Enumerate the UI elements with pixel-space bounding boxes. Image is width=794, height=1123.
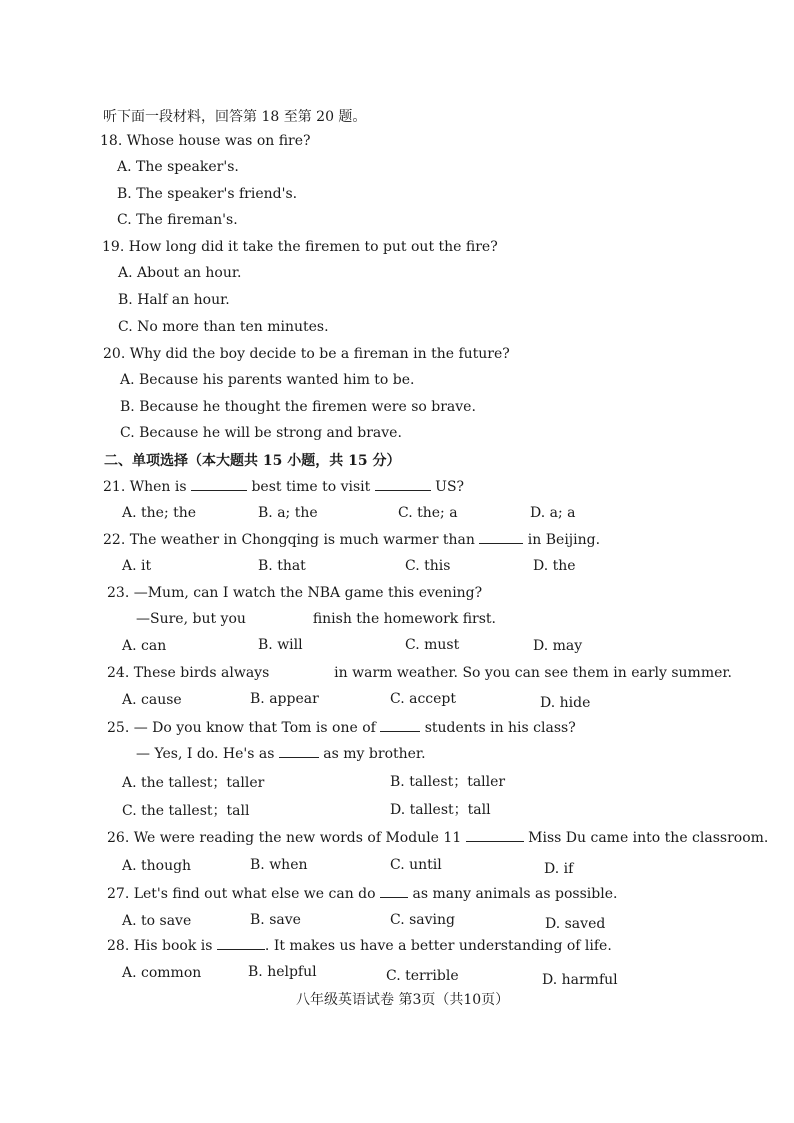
answer-blank[interactable] <box>466 829 524 842</box>
option: C. No more than ten minutes. <box>118 319 329 335</box>
answer-blank[interactable] <box>217 937 265 950</box>
stem-text: These birds always <box>133 665 270 681</box>
stem-text: as many animals as possible. <box>412 886 618 902</box>
option: B. appear <box>250 691 319 707</box>
option: D. tallest；tall <box>390 802 491 818</box>
stem-text: best time to visit <box>251 479 371 495</box>
option: A. though <box>122 858 192 874</box>
question-number: 28. <box>107 938 130 954</box>
question-number: 22. <box>103 532 126 548</box>
question-19 <box>102 238 498 256</box>
question-number: 20. <box>103 346 126 362</box>
question-number: 24. <box>107 665 130 681</box>
answer-blank[interactable] <box>375 478 431 491</box>
option: C. until <box>390 857 442 873</box>
question-number: 21. <box>103 479 126 495</box>
stem-text: We were reading the new words of Module 11 <box>133 830 462 846</box>
stem-text: in Beijing. <box>527 532 601 548</box>
stem-text: When is <box>129 479 187 495</box>
question-18 <box>100 132 311 150</box>
stem-text: —Mum, can I watch the NBA game this evening? <box>133 585 483 601</box>
question-stem: Why did the boy decide to be a fireman in the future? <box>129 346 510 362</box>
stem-text: —Sure, but you <box>136 611 246 627</box>
option: A. Because his parents wanted him to be. <box>120 372 415 388</box>
question-27 <box>107 885 617 903</box>
stem-text: students in his class? <box>424 720 576 736</box>
option: B. a; the <box>258 505 318 521</box>
option: D. a; a <box>530 505 576 521</box>
option: A. cause <box>122 692 182 708</box>
question-28 <box>107 937 612 955</box>
option: C. the tallest；tall <box>122 803 250 819</box>
question-21 <box>103 478 464 496</box>
stem-text: finish the homework first. <box>312 611 497 627</box>
stem-text: Miss Du came into the classroom. <box>528 830 769 846</box>
answer-blank[interactable] <box>380 719 420 732</box>
option: A. can <box>122 638 167 654</box>
option: B. helpful <box>248 964 317 980</box>
answer-blank[interactable] <box>479 531 523 544</box>
option: C. Because he will be strong and brave. <box>120 425 402 441</box>
listening-intro: 听下面一段材料，回答第 18 至第 20 题。 <box>103 109 367 125</box>
option: D. saved <box>545 916 606 932</box>
option: B. save <box>250 912 301 928</box>
option: B. that <box>258 558 306 574</box>
question-25 <box>107 719 576 737</box>
option: D. harmful <box>542 972 618 988</box>
stem-text: in warm weather. So you can see them in early summer. <box>334 665 732 681</box>
question-25-reply <box>136 745 426 763</box>
page-footer: 八年级英语试卷 第3页（共10页） <box>296 992 510 1008</box>
question-number: 23. <box>107 585 130 601</box>
option: A. common <box>122 965 202 981</box>
question-22 <box>103 531 600 549</box>
option: B. when <box>250 857 308 873</box>
option: A. The speaker's. <box>117 159 239 175</box>
option: A. About an hour. <box>118 265 242 281</box>
question-number: 18. <box>100 133 123 149</box>
answer-blank[interactable] <box>191 478 247 491</box>
option: B. The speaker's friend's. <box>117 186 298 202</box>
answer-blank[interactable] <box>274 664 330 677</box>
option: D. the <box>533 558 576 574</box>
stem-text: — Yes, I do. He's as <box>136 746 275 762</box>
option: B. will <box>258 637 303 653</box>
question-number: 27. <box>107 886 130 902</box>
answer-blank[interactable] <box>279 745 319 758</box>
stem-text: The weather in Chongqing is much warmer than <box>129 532 475 548</box>
stem-text: US? <box>435 479 465 495</box>
option: C. saving <box>390 912 456 928</box>
stem-text: as my brother. <box>323 746 426 762</box>
option: D. may <box>533 638 583 654</box>
option: B. Because he thought the firemen were so brave. <box>120 399 476 415</box>
stem-text: His book is <box>133 938 213 954</box>
option: A. the tallest；taller <box>122 775 265 791</box>
option: C. must <box>405 637 460 653</box>
option: C. The fireman's. <box>117 212 238 228</box>
option: D. if <box>544 861 574 877</box>
stem-text: Let's find out what else we can do <box>133 886 376 902</box>
section-heading: 二、单项选择（本大题共 15 小题，共 15 分） <box>104 453 401 469</box>
question-20 <box>103 345 510 363</box>
question-26 <box>107 829 768 847</box>
question-stem: Whose house was on fire? <box>126 133 311 149</box>
option: A. to save <box>122 913 192 929</box>
question-stem: How long did it take the firemen to put out the fire? <box>128 239 498 255</box>
option: C. the; a <box>398 505 458 521</box>
stem-text: — Do you know that Tom is one of <box>133 720 376 736</box>
question-number: 25. <box>107 720 130 736</box>
question-23 <box>107 584 482 602</box>
option: B. Half an hour. <box>118 292 230 308</box>
option: A. the; the <box>122 505 197 521</box>
option: C. terrible <box>386 968 459 984</box>
option: A. it <box>122 558 152 574</box>
question-number: 19. <box>102 239 125 255</box>
option: C. accept <box>390 691 457 707</box>
question-number: 26. <box>107 830 130 846</box>
option: C. this <box>405 558 451 574</box>
question-23-reply <box>136 610 496 628</box>
option: B. tallest；taller <box>390 774 506 790</box>
option: D. hide <box>540 695 591 711</box>
answer-blank[interactable] <box>380 885 408 898</box>
answer-blank[interactable] <box>250 610 308 623</box>
question-24 <box>107 664 732 682</box>
stem-text: . It makes us have a better understanding of life. <box>264 938 612 954</box>
